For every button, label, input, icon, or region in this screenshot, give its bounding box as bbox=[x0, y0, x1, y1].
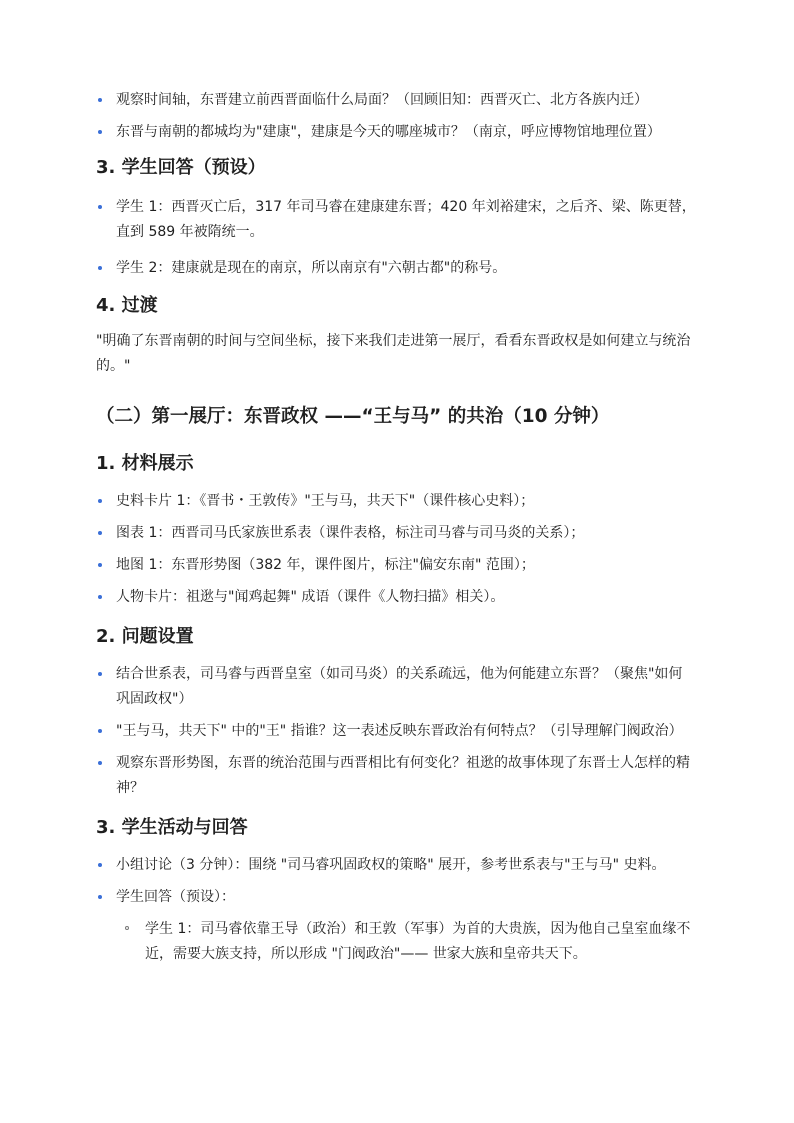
sec3-list bbox=[96, 195, 696, 281]
part-heading: （二）第一展厅：东晋政权 ——“王与马” 的共治（10 分钟） bbox=[96, 406, 610, 427]
sub-list-item: 学生 1：司马睿依靠王导（政治）和王敦（军事）为首的大贵族，因为他自己皇室血缘不近，需要大族支持，所以形成 "门阀政治"—— 世家大族和皇帝共天下。 bbox=[96, 917, 696, 967]
list-item: 学生 2：建康就是现在的南京，所以南京有"六朝古都"的称号。 bbox=[96, 256, 696, 281]
list-item: 人物卡片：祖逖与"闻鸡起舞" 成语（课件《人物扫描》相关）。 bbox=[96, 585, 696, 610]
materials-list bbox=[96, 489, 696, 610]
section-heading: 3. 学生回答（预设） bbox=[96, 157, 266, 178]
list-item: 东晋与南朝的都城均为"建康"，建康是今天的哪座城市？（南京，呼应博物馆地理位置） bbox=[96, 120, 696, 145]
document-page bbox=[96, 88, 696, 974]
sec1-list bbox=[96, 88, 696, 145]
section-heading: 3. 学生活动与回答 bbox=[96, 817, 248, 838]
transition-text: "明确了东晋南朝的时间与空间坐标，接下来我们走进第一展厅，看看东晋政权是如何建立与统治的。" bbox=[96, 333, 691, 374]
questions-list bbox=[96, 662, 696, 801]
list-item: 观察东晋形势图，东晋的统治范围与西晋相比有何变化？祖逖的故事体现了东晋士人怎样的精神？ bbox=[96, 751, 696, 801]
section-heading: 4. 过渡 bbox=[96, 295, 158, 316]
list-item: 小组讨论（3 分钟）：围绕 "司马睿巩固政权的策略" 展开，参考世系表与"王与马" 史料。 bbox=[96, 853, 696, 878]
list-item: 学生 1：西晋灭亡后，317 年司马睿在建康建东晋；420 年刘裕建宋，之后齐、梁、陈更替，直到 589 年被隋统一。 bbox=[96, 195, 696, 245]
activity-list bbox=[96, 853, 696, 967]
list-item: 结合世系表，司马睿与西晋皇室（如司马炎）的关系疏远，他为何能建立东晋？（聚焦"如何巩固政权"） bbox=[96, 662, 696, 712]
list-item: 地图 1：东晋形势图（382 年，课件图片，标注"偏安东南" 范围）； bbox=[96, 553, 696, 578]
list-item: "王与马，共天下" 中的"王" 指谁？这一表述反映东晋政治有何特点？（引导理解门阀政治） bbox=[96, 719, 696, 744]
section-heading: 2. 问题设置 bbox=[96, 626, 194, 647]
list-item: 史料卡片 1：《晋书・王敦传》"王与马，共天下"（课件核心史料）； bbox=[96, 489, 696, 514]
list-item: 观察时间轴，东晋建立前西晋面临什么局面？（回顾旧知：西晋灭亡、北方各族内迁） bbox=[96, 88, 696, 113]
list-item: 图表 1：西晋司马氏家族世系表（课件表格，标注司马睿与司马炎的关系）； bbox=[96, 521, 696, 546]
section-heading: 1. 材料展示 bbox=[96, 453, 194, 474]
list-item: 学生回答（预设）： bbox=[96, 885, 696, 910]
